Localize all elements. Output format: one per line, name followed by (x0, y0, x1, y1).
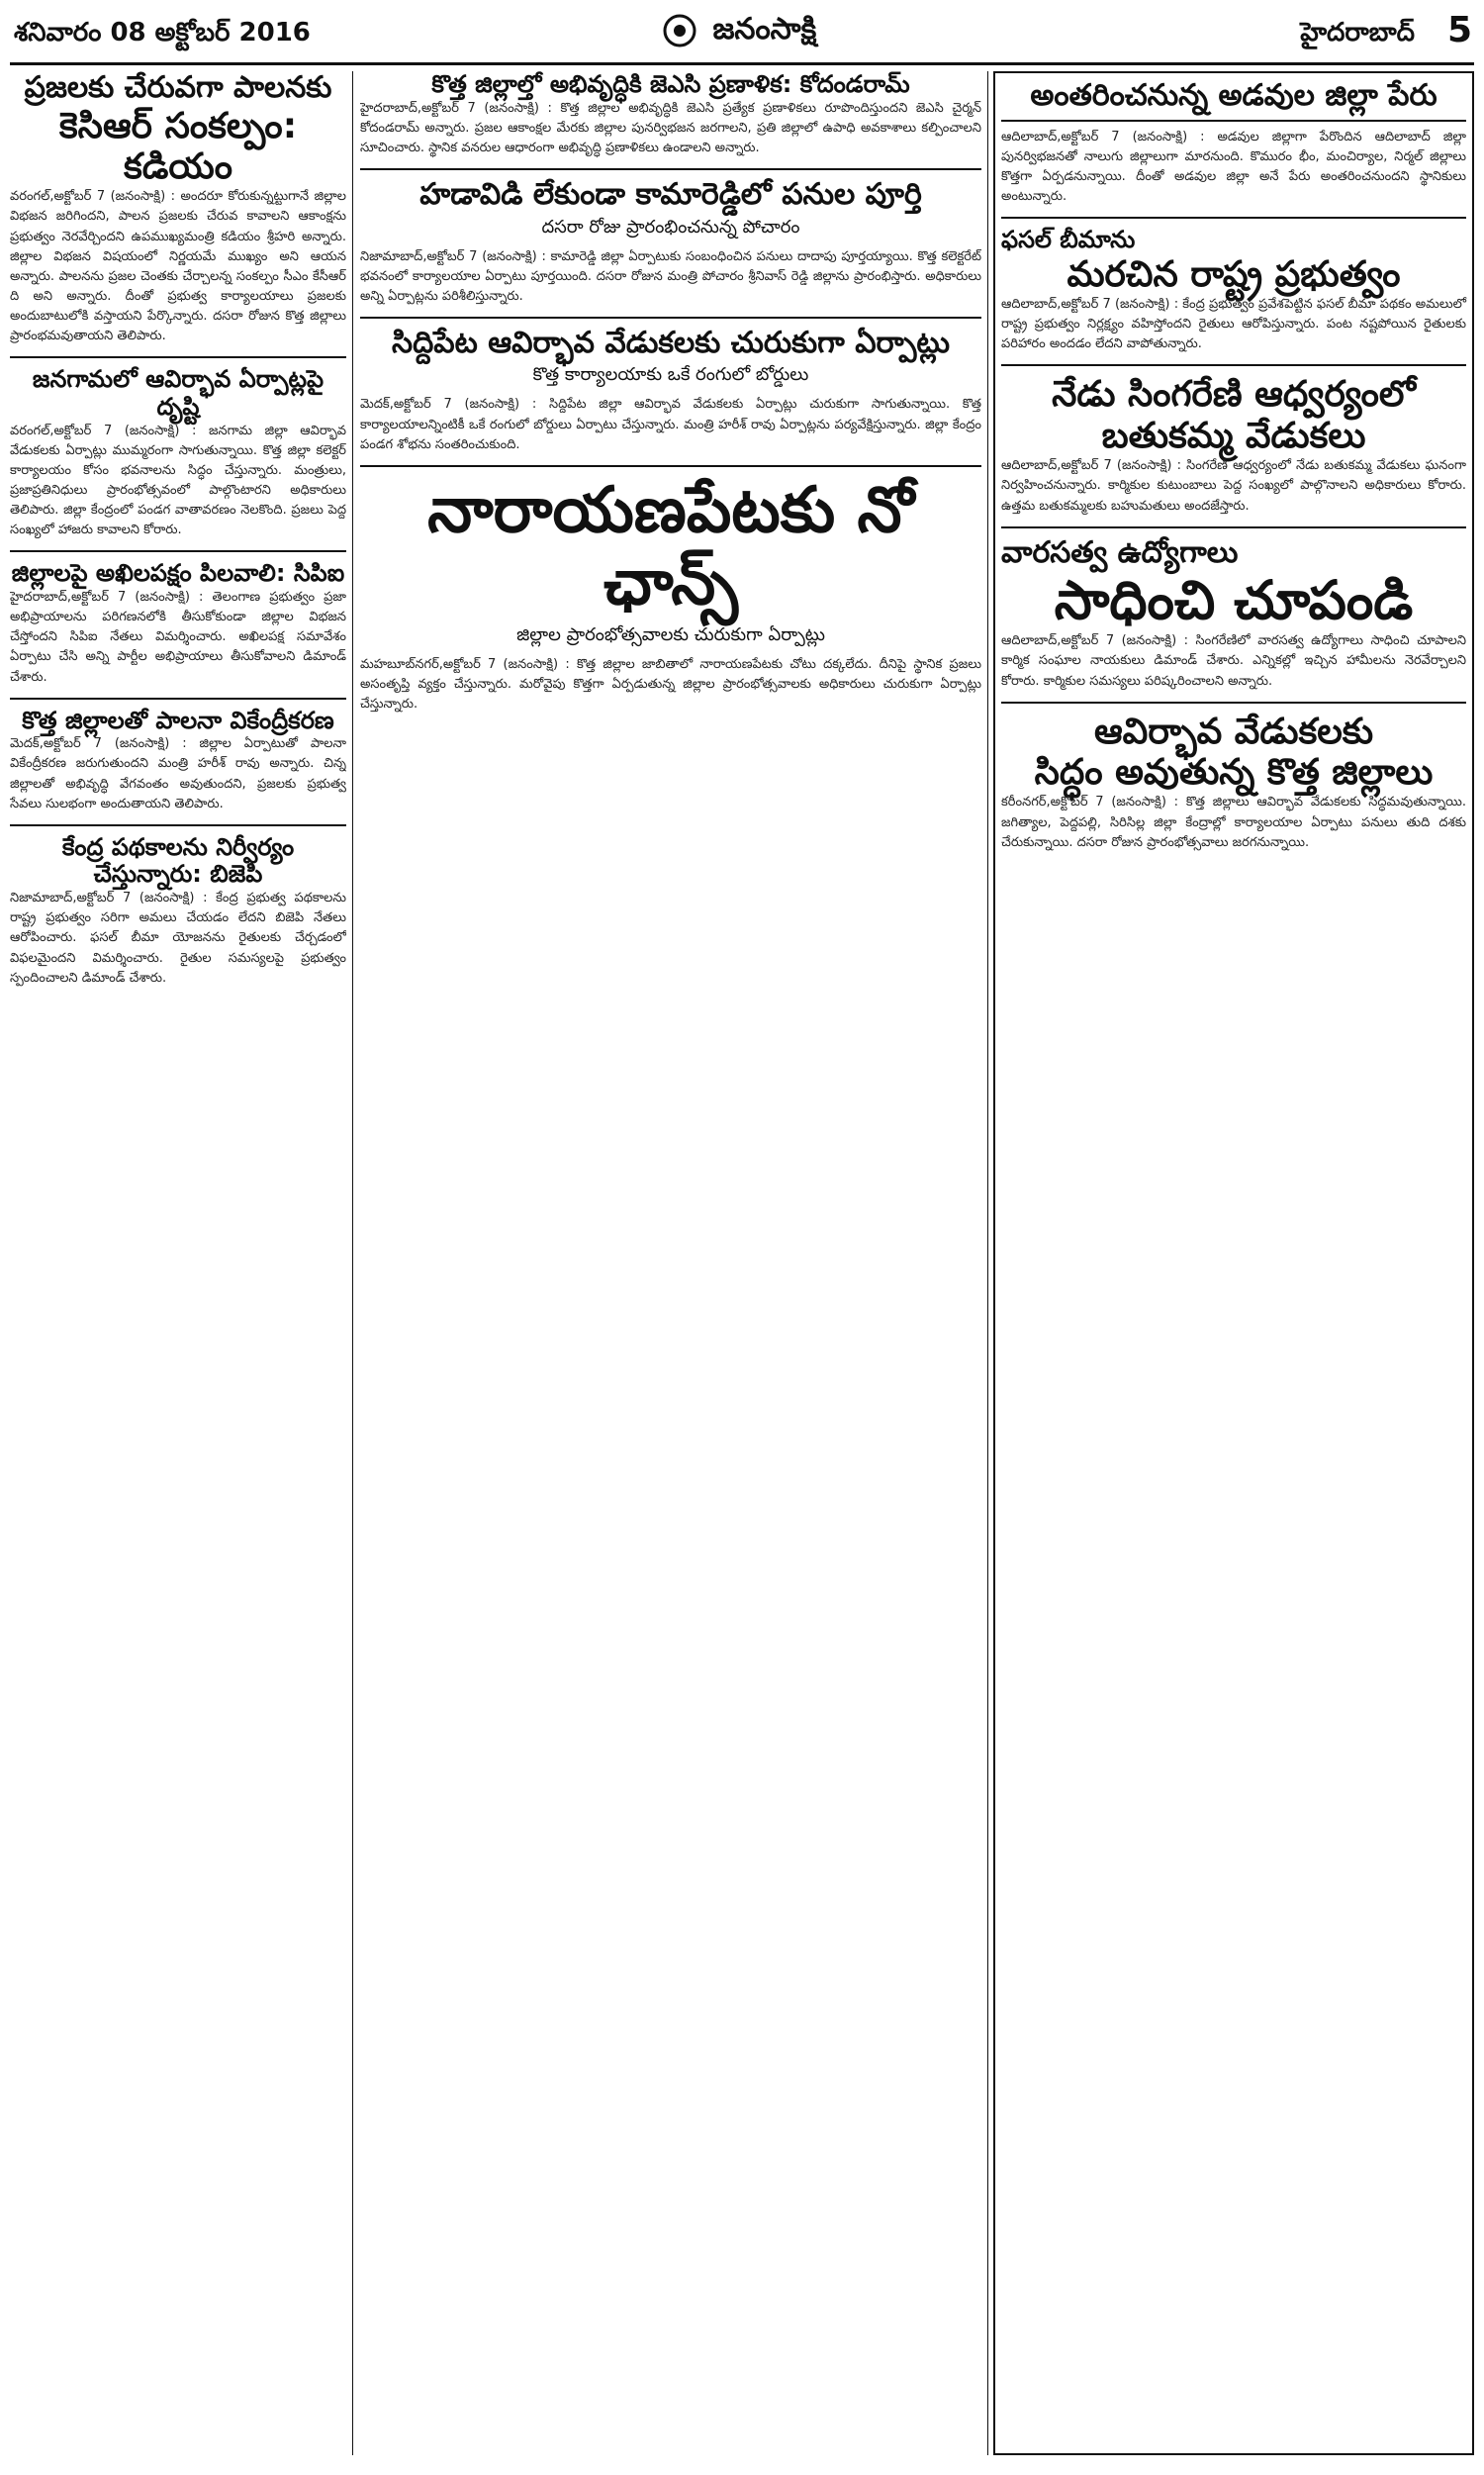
article (1001, 227, 1466, 354)
headline: నారాయణపేటకు నో ఛాన్స్ (427, 473, 914, 620)
logo-emblem-icon (663, 14, 696, 48)
subheadline: దసరా రోజు ప్రారంభించనున్న పోచారం (541, 216, 800, 238)
middle-column (360, 71, 981, 2455)
article-body: నిజామాబాద్,అక్టోబర్ 7 (జనంసాక్షి) : కేంద్ర ప్రభుత్వ పథకాలను రాష్ట్ర ప్రభుత్వం సరిగా అమలు చేయడం లేదని బిజెపి నేతలు ఆరోపించారు. ఫసల్ బీమా యోజనను రైతులకు చేర్చడంలో విఫలమైందని విమర్శించారు. రైతుల సమస్యలపై ప్రభుత్వం స్పందించాలని డిమాండ్ చేశారు. (10, 891, 346, 986)
article (360, 178, 981, 307)
divider (360, 465, 981, 467)
headline: సాధించి చూపండి (1054, 569, 1414, 632)
subheadline: కొత్త కార్యాలయాకు ఒకే రంగులో బోర్డులు (532, 364, 809, 386)
article-body: ఆదిలాబాద్,అక్టోబర్ 7 (జనంసాక్షి) : సింగరేణి ఆధ్వర్యంలో నేడు బతుకమ్మ వేడుకలు ఘనంగా నిర్వహించనున్నారు. కార్మికుల కుటుంబాలు పెద్ద సంఖ్యలో పాల్గొనాలని అధికారులు కోరారు. ఉత్తమ బతుకమ్మలకు బహుమతులు అందజేస్తారు. (1001, 458, 1466, 514)
article-body: కరీంనగర్,అక్టోబర్ 7 (జనంసాక్షి) : కొత్త జిల్లాలు ఆవిర్భావ వేడుకలకు సిద్ధమవుతున్నాయి. జగిత్యాల, పెద్దపల్లి, సిరిసిల్ల జిల్లా కేంద్రాల్లో కార్యాలయాల ఏర్పాటు పనులు తుది దశకు చేరుకున్నాయి. దసరా రోజున ప్రారంభోత్సవాలు జరగనున్నాయి. (1001, 795, 1466, 850)
headline: కొత్త జిల్లాలతో పాలనా వికేంద్రీకరణ (22, 706, 334, 734)
column-divider (987, 71, 988, 2455)
headline: కేంద్ర పథకాలను నిర్వీర్యం (61, 832, 295, 861)
headline: బతుకమ్మ వేడుకలు (1101, 415, 1366, 456)
article-body: హైదరాబాద్,అక్టోబర్ 7 (జనంసాక్షి) : తెలంగాణ ప్రభుత్వం ప్రజా అభిప్రాయాలను పరిగణనలోకి తీసుకోకుండా జిల్లాల విభజన చేస్తోందని సిపిఐ నేతలు విమర్శించారు. అఖిలపక్ష సమావేశం ఏర్పాటు చేసి అన్ని పార్టీల అభిప్రాయాలు తీసుకోవాలని డిమాండ్ చేశారు. (10, 590, 346, 685)
article (1001, 712, 1466, 853)
divider (1001, 526, 1466, 528)
subheadline: జిల్లాల ప్రారంభోత్సవాలకు చురుకుగా ఏర్పాట్లు (516, 624, 825, 646)
divider (10, 550, 346, 552)
article (1001, 374, 1466, 516)
article (10, 708, 346, 814)
article-body: మహబూబ్‌నగర్,అక్టోబర్ 7 (జనంసాక్షి) : కొత్త జిల్లాల జాబితాలో నారాయణపేటకు చోటు దక్కలేదు. దీనిపై స్థానిక ప్రజలు అసంతృప్తి వ్యక్తం చేస్తున్నారు. మరోవైపు కొత్తగా ఏర్పడుతున్న జిల్లాల ప్రారంభోత్సవాలకు అధికారులు చురుకుగా ఏర్పాట్లు చేస్తున్నారు. (360, 657, 981, 713)
column-divider (352, 71, 353, 2455)
headline: జిల్లాలపై అఖిలపక్షం పిలవాలి: సిపిఐ (11, 559, 345, 588)
divider (1001, 702, 1466, 704)
divider (10, 698, 346, 700)
article (10, 834, 346, 989)
headline: సిద్దిపేట ఆవిర్భావ వేడుకలకు చురుకుగా ఏర్పాట్లు (392, 325, 950, 360)
issue-date: శనివారం 08 అక్టోబర్ 2016 (14, 18, 311, 48)
edition-city: హైదరాబాద్ (1300, 18, 1415, 48)
headline: కొత్త జిల్లాల్తో అభివృద్ధికి జెఎసి ప్రణాళిక: కోదండరామ్ (431, 71, 910, 98)
newspaper-logo (663, 12, 816, 53)
article-body: నిజామాబాద్,అక్టోబర్ 7 (జనంసాక్షి) : కామారెడ్డి జిల్లా ఏర్పాటుకు సంబంధించిన పనులు దాదాపు పూర్తయ్యాయి. కొత్త కలెక్టరేట్ భవనంలో కార్యాలయాల ఏర్పాటు పూర్తయింది. దసరా రోజున మంత్రి పోచారం శ్రీనివాస్ రెడ్డి జిల్లాను ప్రారంభిస్తారు. అధికారులు అన్ని ఏర్పాట్లను పరిశీలిస్తున్నారు. (360, 248, 981, 304)
article (360, 327, 981, 455)
article-body: మెదక్,అక్టోబర్ 7 (జనంసాక్షి) : జిల్లాల ఏర్పాటుతో పాలనా వికేంద్రీకరణ జరుగుతుందని మంత్రి హరీశ్ రావు అన్నారు. చిన్న జిల్లాలతో అభివృద్ధి వేగవంతం అవుతుందని, ప్రజలకు ప్రభుత్వ సేవలు సులభంగా అందుతాయని తెలిపారు. (10, 736, 346, 811)
article-body: వరంగల్,అక్టోబర్ 7 (జనంసాక్షి) : అందరూ కోరుకున్నట్టుగానే జిల్లాల విభజన జరిగిందని, పాలన ప్రజలకు చేరువ కావాలని ఆకాంక్షను ప్రభుత్వం నెరవేర్చిందని ఉపముఖ్యమంత్రి కడియం శ్రీహరి అన్నారు. జిల్లాల విభజన విషయంలో నిర్ణయమే ముఖ్యం అని ఆయన అన్నారు. పాలనను ప్రజల చెంతకు చేర్చాలన్న సంకల్పం సీఎం కేసీఆర్ ది అని అన్నారు. దీంతో ప్రభుత్వ కార్యాలయాలు ప్రజలకు అందుబాటులోకి వస్తాయని పేర్కొన్నారు. దసరా రోజున కొత్త జిల్లాలు ప్రారంభమవుతాయని తెలిపారు. (10, 189, 346, 344)
headline: నేడు సింగరేణి ఆధ్వర్యంలో (1052, 374, 1416, 416)
headline: ఆవిర్భావ వేడుకలకు (1093, 711, 1374, 752)
article (360, 475, 981, 715)
article (1001, 79, 1466, 207)
article-body: ఆదిలాబాద్,అక్టోబర్ 7 (జనంసాక్షి) : కేంద్ర ప్రభుత్వం ప్రవేశపెట్టిన ఫసల్ బీమా పథకం అమలులో రాష్ట్ర ప్రభుత్వం నిర్లక్ష్యం వహిస్తోందని రైతులు ఆరోపిస్తున్నారు. పంట నష్టపోయిన రైతులకు పరిహారం అందడం లేదని వాపోతున్నారు. (1001, 297, 1466, 352)
article (360, 71, 981, 158)
article (1001, 536, 1466, 692)
divider (10, 356, 346, 358)
article-body: ఆదిలాబాద్,అక్టోబర్ 7 (జనంసాక్షి) : అడవుల జిల్లాగా పేరొందిన ఆదిలాబాద్ జిల్లా పునర్విభజనతో నాలుగు జిల్లాలుగా మారనుంది. కొమురం భీం, మంచిర్యాల, నిర్మల్ జిల్లాలు కొత్తగా ఏర్పడనున్నాయి. దీంతో అడవుల జిల్లా అనే పేరు అంతరించనుందని స్థానికులు అంటున్నారు. (1001, 129, 1466, 204)
headline: చేస్తున్నారు: బిజెపి (93, 860, 263, 889)
divider (360, 168, 981, 170)
headline: హడావిడి లేకుండా కామారెడ్డిలో పనుల పూర్తి (419, 177, 922, 213)
headline: అంతరించనున్న అడవుల జిల్లా పేరు (1001, 79, 1466, 122)
right-column (993, 71, 1474, 2455)
headline: ప్రజలకు చేరువగా పాలనకు (24, 71, 332, 105)
article (10, 560, 346, 687)
divider (1001, 364, 1466, 366)
article-body: మెదక్,అక్టోబర్ 7 (జనంసాక్షి) : సిద్దిపేట జిల్లా ఆవిర్భావ వేడుకలకు ఏర్పాట్లు చురుకుగా సాగుతున్నాయి. కొత్త కార్యాలయాలన్నింటికీ ఒకే రంగులో బోర్డులు ఏర్పాటు చేస్తున్నారు. మంత్రి హరీశ్ రావు ఏర్పాట్లను పర్యవేక్షిస్తున్నారు. జిల్లా కేంద్రం పండగ శోభను సంతరించుకుంది. (360, 397, 981, 452)
left-column (10, 71, 346, 2455)
logo-text: జనంసాక్షి (712, 12, 817, 47)
divider (360, 317, 981, 319)
headline: జనగామలో ఆవిర్భావ ఏర్పాట్లపై దృష్టి (32, 365, 325, 421)
article (10, 366, 346, 540)
headline: ఫసల్ బీమాను (1001, 226, 1136, 254)
article-body: ఆదిలాబాద్,అక్టోబర్ 7 (జనంసాక్షి) : సింగరేణిలో వారసత్వ ఉద్యోగాలు సాధించి చూపాలని కార్మిక సంఘాల నాయకులు డిమాండ్ చేశారు. ఎన్నికల్లో ఇచ్చిన హామీలను నెరవేర్చాలని కోరారు. కార్మికుల సమస్యలు పరిష్కరించాలని అన్నారు. (1001, 633, 1466, 689)
divider (1001, 217, 1466, 219)
divider (10, 824, 346, 826)
article-body: హైదరాబాద్,అక్టోబర్ 7 (జనంసాక్షి) : కొత్త జిల్లాల అభివృద్ధికి జెఎసి ప్రత్యేక ప్రణాళికలు రూపొందిస్తుందని జెఎసి చైర్మన్ కోదండరామ్ అన్నారు. ప్రజల ఆకాంక్షల మేరకు జిల్లాల పునర్విభజన జరగాలని, ప్రతి జిల్లాలో ఉపాధి అవకాశాలు కల్పించాలని సూచించారు. స్థానిక వనరుల ఆధారంగా అభివృద్ధి ప్రణాళికలు ఉండాలని అన్నారు. (360, 100, 981, 155)
page-number: 5 (1446, 10, 1472, 50)
headline: మరచిన రాష్ట్ర ప్రభుత్వం (1067, 253, 1401, 295)
headline: కెసిఆర్ సంకల్పం: కడియం (58, 105, 298, 187)
article (10, 71, 346, 346)
masthead (10, 4, 1474, 65)
headline: సిద్ధం అవుతున్న కొత్త జిల్లాలు (1034, 752, 1434, 794)
article-body: వరంగల్,అక్టోబర్ 7 (జనంసాక్షి) : జనగామ జిల్లా ఆవిర్భావ వేడుకలకు ఏర్పాట్లు ముమ్మరంగా సాగుతున్నాయి. కొత్త జిల్లా కలెక్టర్ కార్యాలయం కోసం భవనాలను సిద్ధం చేస్తున్నారు. మంత్రులు, ప్రజాప్రతినిధులు ప్రారంభోత్సవంలో పాల్గొంటారని అధికారులు తెలిపారు. జిల్లా కేంద్రంలో పండగ వాతావరణం నెలకొంది. ప్రజలు పెద్ద సంఖ్యలో హాజరు కావాలని కోరారు. (10, 423, 346, 538)
headline: వారసత్వ ఉద్యోగాలు (1001, 534, 1239, 570)
